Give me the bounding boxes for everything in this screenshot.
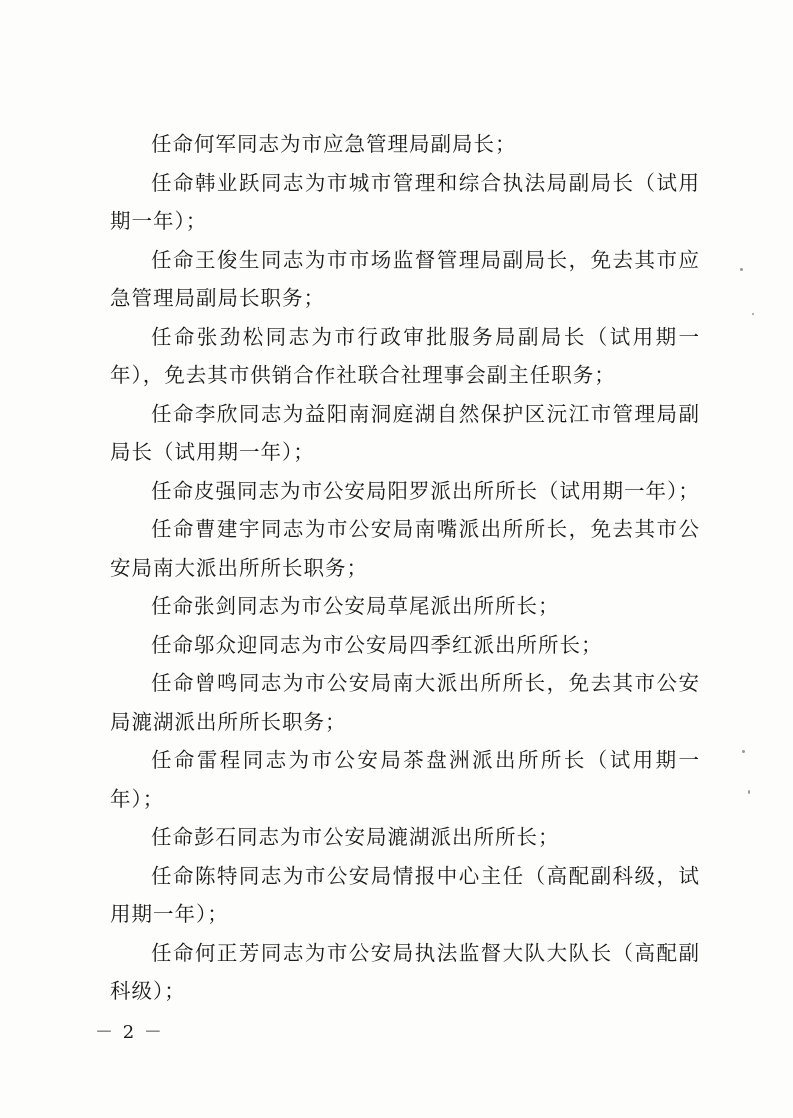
appointment-paragraph-13: 任命陈特同志为市公安局情报中心主任（高配副科级，试用期一年）； [110, 863, 700, 926]
appointment-paragraph-6: 任命皮强同志为市公安局阳罗派出所所长（试用期一年）； [151, 478, 700, 503]
appointment-paragraph-4: 任命张劲松同志为市行政审批服务局副局长（试用期一年），免去其市供销合作社联合社理事会副主任职务； [110, 324, 700, 387]
appointment-paragraph-5: 任命李欣同志为益阳南洞庭湖自然保护区沅江市管理局副局长（试用期一年）； [110, 401, 700, 464]
scan-speck [740, 268, 743, 271]
document-body [110, 125, 700, 1011]
appointment-paragraph-14: 任命何正芳同志为市公安局执法监督大队大队长（高配副科级）； [110, 940, 700, 1003]
appointment-paragraph-9: 任命邬众迎同志为市公安局四季红派出所所长； [151, 632, 603, 657]
appointment-paragraph-7: 任命曹建宇同志为市公安局南嘴派出所所长，免去其市公安局南大派出所所长职务； [110, 517, 700, 580]
scan-speck [742, 750, 745, 753]
appointment-paragraph-12: 任命彭石同志为市公安局漉湖派出所所长； [151, 825, 560, 849]
appointment-paragraph-2: 任命韩业跃同志为市城市管理和综合执法局副局长（试用期一年）； [110, 170, 700, 233]
page-number: － 2 － [95, 1022, 164, 1043]
appointment-paragraph-11: 任命雷程同志为市公安局茶盘洲派出所所长（试用期一年）； [110, 748, 700, 811]
scan-speck [752, 313, 754, 315]
scan-speck [748, 790, 750, 794]
appointment-paragraph-10: 任命曾鸣同志为市公安局南大派出所所长，免去其市公安局漉湖派出所所长职务； [110, 671, 700, 734]
appointment-paragraph-1: 任命何军同志为市应急管理局副局长； [151, 132, 517, 156]
appointment-paragraph-3: 任命王俊生同志为市市场监督管理局副局长，免去其市应急管理局副局长职务； [110, 247, 700, 310]
appointment-paragraph-8: 任命张剑同志为市公安局草尾派出所所长； [151, 594, 560, 618]
